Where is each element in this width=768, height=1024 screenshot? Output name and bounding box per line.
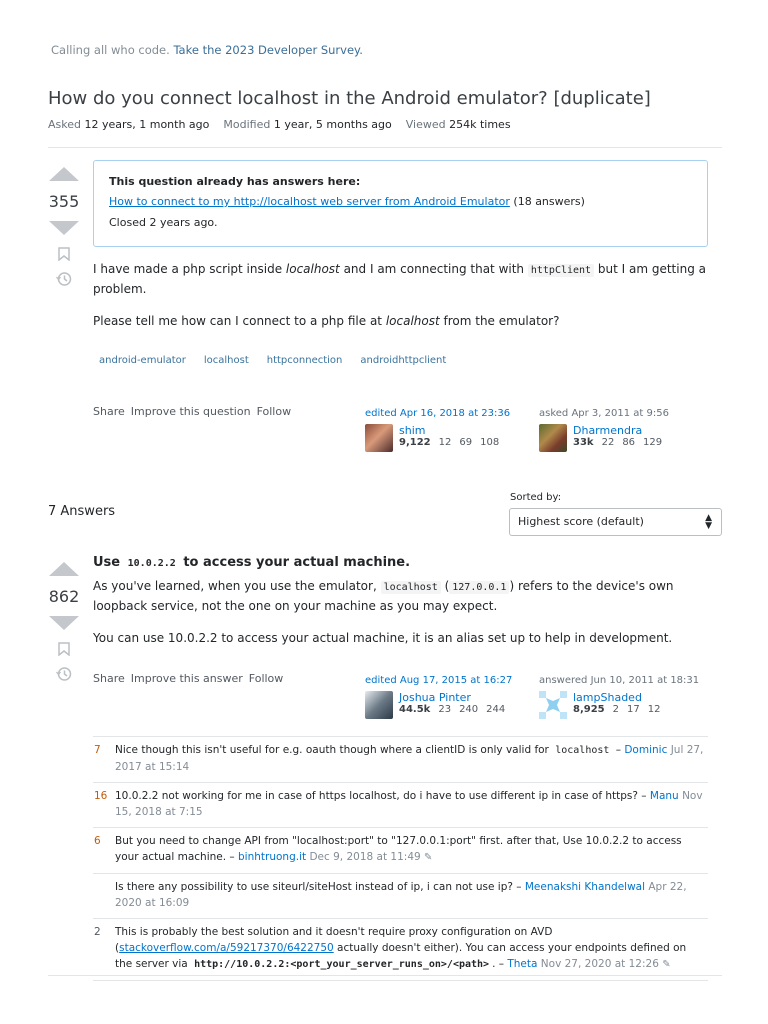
comment-score: 2 bbox=[94, 926, 101, 938]
tag-android-emulator[interactable]: android-emulator bbox=[93, 352, 192, 369]
answerer-name[interactable]: lampShaded bbox=[573, 691, 642, 704]
share-button[interactable]: Share bbox=[93, 405, 125, 418]
editor-name[interactable]: shim bbox=[399, 424, 426, 437]
survey-banner bbox=[51, 43, 363, 57]
comment: 16 10.0.2.2 not working for me in case of https localhost, do i have to use different ip in case of https? – Manu Nov 15, 2018 at 7:15 bbox=[93, 783, 708, 828]
comment-user[interactable]: Manu bbox=[649, 790, 679, 802]
editor-name[interactable]: Joshua Pinter bbox=[399, 691, 471, 704]
upvote-icon[interactable] bbox=[49, 167, 79, 181]
bookmark-icon[interactable] bbox=[48, 642, 80, 660]
question-post-menu bbox=[93, 405, 291, 418]
question-paragraph-2: Please tell me how can I connect to a php file at localhost from the emulator? bbox=[93, 314, 560, 328]
edited-pencil-icon: ✎ bbox=[424, 852, 433, 863]
comment-date[interactable]: Dec 9, 2018 at 11:49 bbox=[309, 851, 421, 863]
question-tags bbox=[93, 352, 452, 369]
tag-localhost[interactable]: localhost bbox=[198, 352, 255, 369]
answer-vote-column bbox=[48, 562, 80, 686]
comment-date[interactable]: Nov 27, 2020 at 12:26 bbox=[540, 958, 659, 970]
editor-reputation: 9,122 12 69 108 bbox=[399, 437, 500, 448]
answers-count: 7 Answers bbox=[48, 504, 116, 519]
comment: 2 This is probably the best solution and it doesn't require proxy configuration on AVD (stackoverflow.com/a/59217370/6422750 actually doesn't either). You can access your endpoints defined on the server via http://10.0.2.2:<port_your_server_runs_on>/<path> . – Theta Nov 27, 2020 at 12:26 ✎ bbox=[93, 919, 708, 981]
downvote-icon[interactable] bbox=[49, 616, 79, 630]
comment-score bbox=[93, 879, 115, 911]
viewed-label: Viewed bbox=[405, 118, 446, 131]
inline-code: localhost bbox=[555, 745, 610, 756]
comment: 6 But you need to change API from "localhost:port" to "127.0.0.1:port" first. after that, Use 10.0.2.2 to access your actual machine. – binhtruong.it Dec 9, 2018 at 11:49 ✎ bbox=[93, 828, 708, 874]
comment-score: 6 bbox=[94, 835, 101, 847]
modified-value[interactable]: 1 year, 5 months ago bbox=[273, 118, 392, 131]
duplicate-answer-count: (18 answers) bbox=[513, 195, 585, 208]
comment-score: 7 bbox=[94, 744, 101, 756]
history-icon[interactable] bbox=[48, 271, 80, 291]
divider bbox=[48, 975, 722, 976]
answerer-card bbox=[539, 675, 699, 719]
answer-heading: Use 10.0.2.2 to access your actual machine. bbox=[93, 555, 411, 570]
survey-link[interactable]: Take the 2023 Developer Survey. bbox=[173, 43, 363, 57]
comment-date[interactable]: Jul 27, 2017 at 15:14 bbox=[115, 744, 704, 773]
question-vote-column bbox=[48, 167, 80, 291]
comment-user[interactable]: Theta bbox=[507, 958, 538, 970]
survey-prefix: Calling all who code. bbox=[51, 43, 170, 57]
answer-editor-card bbox=[365, 675, 512, 719]
comment-user[interactable]: Dominic bbox=[624, 744, 668, 756]
inline-code: httpClient bbox=[528, 264, 594, 277]
sorted-by-label: Sorted by: bbox=[510, 492, 562, 503]
improve-question-button[interactable]: Improve this question bbox=[130, 405, 251, 418]
comment-link[interactable]: stackoverflow.com/a/59217370/6422750 bbox=[119, 942, 334, 954]
edited-timestamp[interactable]: edited Apr 16, 2018 at 23:36 bbox=[365, 408, 511, 419]
answered-timestamp: answered Jun 10, 2011 at 18:31 bbox=[539, 675, 700, 686]
question-editor-card bbox=[365, 408, 510, 452]
share-button[interactable]: Share bbox=[93, 672, 125, 685]
question-meta bbox=[48, 118, 511, 131]
follow-button[interactable]: Follow bbox=[256, 405, 292, 418]
comment-user[interactable]: binhtruong.it bbox=[238, 851, 307, 863]
viewed-value: 254k times bbox=[449, 118, 511, 131]
asked-label: Asked bbox=[48, 118, 81, 131]
edited-pencil-icon: ✎ bbox=[662, 959, 671, 970]
duplicate-notice bbox=[93, 160, 708, 247]
avatar[interactable] bbox=[539, 691, 567, 719]
duplicate-heading: This question already has answers here: bbox=[109, 175, 361, 188]
comment: Is there any possibility to use siteurl/siteHost instead of ip, i can not use ip? – Meenakshi Khandelwal Apr 22, 2020 at 16:09 bbox=[93, 874, 708, 919]
upvote-icon[interactable] bbox=[49, 562, 79, 576]
tag-androidhttpclient[interactable]: androidhttpclient bbox=[354, 352, 452, 369]
asker-reputation: 33k 22 86 129 bbox=[573, 437, 663, 448]
answer-paragraph-2: You can use 10.0.2.2 to access your actual machine, it is an alias set up to help in development. bbox=[93, 631, 673, 645]
avatar[interactable] bbox=[365, 691, 393, 719]
tag-httpconnection[interactable]: httpconnection bbox=[261, 352, 349, 369]
comment-user[interactable]: Meenakshi Khandelwal bbox=[524, 881, 646, 893]
editor-reputation: 44.5k 23 240 244 bbox=[399, 704, 506, 715]
question-paragraph-1: I have made a php script inside localhost and I am connecting that with httpClient but I am getting a problem. bbox=[93, 262, 706, 296]
avatar[interactable] bbox=[539, 424, 567, 452]
duplicate-link[interactable]: How to connect to my http://localhost web server from Android Emulator bbox=[109, 195, 510, 208]
avatar[interactable] bbox=[365, 424, 393, 452]
answer-post-menu bbox=[93, 672, 283, 685]
sort-select-value: Highest score (default) bbox=[518, 515, 644, 528]
edited-timestamp[interactable]: edited Aug 17, 2015 at 16:27 bbox=[365, 675, 513, 686]
comment-date[interactable]: Apr 22, 2020 at 16:09 bbox=[115, 881, 687, 909]
question-vote-count: 355 bbox=[48, 192, 80, 211]
asked-timestamp: asked Apr 3, 2011 at 9:56 bbox=[539, 408, 669, 419]
comment-score: 16 bbox=[94, 790, 108, 802]
follow-button[interactable]: Follow bbox=[248, 672, 284, 685]
sort-select[interactable] bbox=[509, 508, 722, 536]
comments-list bbox=[93, 736, 708, 981]
comment: 7 Nice though this isn't useful for e.g. oauth though where a clientID is only valid for localhost – Dominic Jul 27, 2017 at 15:14 bbox=[93, 736, 708, 783]
asked-value[interactable]: 12 years, 1 month ago bbox=[84, 118, 210, 131]
downvote-icon[interactable] bbox=[49, 221, 79, 235]
divider bbox=[48, 147, 722, 148]
modified-label: Modified bbox=[223, 118, 271, 131]
sort-caret-icon: ▲ ▼ bbox=[705, 513, 712, 531]
closed-note: Closed 2 years ago. bbox=[109, 216, 218, 229]
improve-answer-button[interactable]: Improve this answer bbox=[130, 672, 243, 685]
answer-paragraph-1: As you've learned, when you use the emulator, localhost ( 127.0.0.1 ) refers to the device's own loopback service, not the one on your machine as you may expect. bbox=[93, 579, 674, 613]
answer-body bbox=[93, 555, 713, 647]
question-title[interactable]: How do you connect localhost in the Android emulator? [duplicate] bbox=[48, 88, 651, 109]
inline-code: http://10.0.2.2:<port_your_server_runs_on>/<path> bbox=[194, 959, 490, 970]
history-icon[interactable] bbox=[48, 666, 80, 686]
question-asker-card bbox=[539, 408, 669, 452]
inline-code: 127.0.0.1 bbox=[449, 581, 509, 594]
question-body bbox=[93, 260, 713, 330]
answer-vote-count: 862 bbox=[48, 587, 80, 606]
comment-date[interactable]: Nov 15, 2018 at 7:15 bbox=[115, 790, 703, 818]
bookmark-icon[interactable] bbox=[48, 247, 80, 265]
asker-name[interactable]: Dharmendra bbox=[573, 424, 643, 437]
inline-code: localhost bbox=[381, 581, 441, 594]
answerer-reputation: 8,925 2 17 12 bbox=[573, 704, 661, 715]
inline-code: 10.0.2.2 bbox=[127, 558, 176, 569]
